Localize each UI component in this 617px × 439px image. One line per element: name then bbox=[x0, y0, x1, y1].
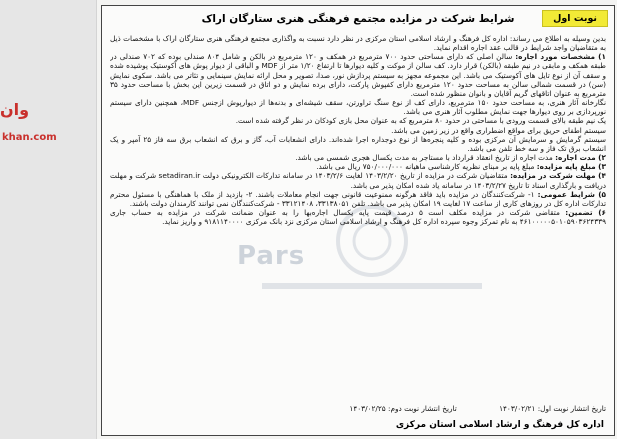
first-publication-date: تاریخ انتشار نوبت اول: ۱۴۰۳/۰۲/۲۱ bbox=[499, 404, 606, 413]
organization-signature: اداره کل فرهنگ و ارشاد اسلامی استان مرکزی bbox=[395, 420, 604, 430]
left-margin bbox=[0, 0, 96, 439]
advertisement-body bbox=[110, 34, 606, 415]
item-1-mezzanine: یک نیم طبقه بالای قسمت ورودی با مساحتی در حدود ۸۰ مترمربع که به عنوان محل بازی کودکان در نظر گرفته شده است. bbox=[235, 116, 606, 126]
publication-dates bbox=[110, 404, 606, 413]
item-1-fire-system: سیستم اطفای حریق برای مواقع اضطراری واقع در زیر زمین می باشد. bbox=[391, 125, 606, 135]
item-2-text: مدت اجاره از تاریخ انعقاد قرارداد با مستاجر به مدت یکسال هجری شمسی می باشد. bbox=[295, 153, 556, 163]
item-1-gallery: نگارخانه آثار هنری، به مساحت حدود ۱۵۰ مترمربع، دارای کف از نوع سنگ تراورتن، سقف شیشه‌ای و بدنه‌ها از دیوارپوش ازجنس MDF، همچنین دارای سیستم نورپردازی بر روی دیوارها جهت نمایش مطلوب آثار هنری می باشد. bbox=[110, 98, 606, 117]
first-round-badge: نوبت اول bbox=[542, 10, 608, 27]
item-3-label: ۳) مبلغ پایه مزایده: bbox=[536, 162, 606, 172]
watermark-text: Pars bbox=[237, 241, 306, 271]
side-url-text: khan.com bbox=[2, 132, 57, 143]
item-1-text: سالن اصلی که دارای مساحتی حدود ۷۰۰ مترمربع در همکف و ۱۲۰ مترمربع در بالکن و شامل ۸۰۴ صندلی بوده که ۷۰۲ صندلی در طبقه همکف و مابقی در نیم طبقه (بالکن) قرار دارد. کف سالن از موکت و کلیه دیوارها تا ارتفاع ۱/۲۰ متر از MDF و الباقی از دیوار پوش های آکوستیک پوشیده شده و سقف آن از نوع تایل های آکوستیک می باشد. این مجموعه مجهز به سیستم پردازش نور، صدا، تصویر و محل ارائه نمایش سینمایی و تئاتر می باشد. سکوی نمایش (سن) در قسمت شمالی سالن به مساحت حدود ۱۲۰ مترمربع دارای کفپوش پارکت، دارای برده نمایش و دو اتاق در قسمت زیرین این بخش با مساحت حدود ۳۵ مترمربع به عنوان اتاقهای گریم آقایان و بانوان منظور شده است. bbox=[110, 52, 606, 98]
item-6-label: ۶) تضمین: bbox=[565, 207, 606, 217]
advertisement-frame bbox=[101, 5, 615, 436]
item-6-text: متقاضی شرکت در مزایده مکلف است ۵ درصد قیمت پایه یکسال اجاره‌بها را به عنوان ضمانت شرکت در مزایده به حساب جاری ۴۶۱۰۰۰۰۰۵۰۱۰۵۹۰۳۶۲۴۳۳۹ به نام تمرکز وجوه سپرده اداره کل فرهنگ و ارشاد اسلامی استان مرکزی نزد بانک مرکزی ۹۱۸۱۱۴۰۰۰۰ و واریز نماید. bbox=[110, 207, 606, 227]
item-2-label: ۲) مدت اجاره: bbox=[555, 153, 606, 163]
item-3-text: مبلغ پایه بر مبنای نظریه کارشناسی ماهیانه ۷۵۰/۰۰۰/۰۰۰ ریال می باشد. bbox=[316, 162, 537, 172]
item-4 bbox=[110, 171, 606, 189]
side-logo-text: وان bbox=[0, 100, 30, 119]
item-1 bbox=[110, 52, 606, 98]
page-title: شرایط شرکت در مزایده مجتمع فرهنگی هنری ستارگان اراک bbox=[201, 13, 515, 25]
item-5-text: ۱- شرکت‌کنندگان در مزایده باید فاقد هرگونه ممنوعیت قانونی جهت انجام معاملات باشند. ۲- بازدید از ملک با هماهنگی با مسئول محترم تدارکات اداره کل در روزهای کاری از ساعت ۱۷ لغایت ۱۹ امکان پذیر می باشد. تلفن ۳۳۱۳۸۰۵۱، ۳۳۱۲۱۴۰۸ - شرکت‌کنندگان نمی توانند کارمندان دولت باشند. bbox=[110, 189, 606, 208]
item-1-utilities: سیستم گرمایش و سرمایش آن مرکزی بوده و کلیه پنجره‌ها از نوع دوجداره اجرا شده‌اند. دارای انشعابات آب، گاز و برق که انشعاب برق سه فاز ۲۵ آمپر و یک انشعاب برق تک فاز و سه خط تلفن می باشد. bbox=[110, 134, 606, 153]
item-3 bbox=[110, 162, 606, 171]
item-4-label: ۴) مهلت شرکت در مزایده: bbox=[510, 171, 606, 181]
item-2 bbox=[110, 153, 606, 162]
item-6 bbox=[110, 208, 606, 226]
item-5-label: ۵) شرایط عمومی: bbox=[537, 189, 606, 199]
item-1-label: ۱) مشخصات مورد اجاره: bbox=[515, 52, 606, 62]
item-4-text: متقاضیان شرکت در مزایده از تاریخ ۱۴۰۳/۲/۲۰ لغایت ۱۴۰۳/۲/۶ در سامانه تدارکات الکترونیکی دولت setadiran.ir شرکت و مهلت دریافت و بارگذاری اسناد تا تاریخ ۱۴۰۳/۲/۲۷ در سامانه یاد شده امکان پذیر می باشد. bbox=[110, 171, 606, 190]
advertisement-page bbox=[96, 0, 617, 439]
second-publication-date: تاریخ انتشار نوبت دوم: ۱۴۰۳/۰۲/۲۵ bbox=[349, 404, 457, 413]
item-5 bbox=[110, 190, 606, 208]
intro-paragraph: بدین وسیله به اطلاع می رساند: اداره کل فرهنگ و ارشاد اسلامی استان مرکزی در نظر دارد نسبت به واگذاری مجتمع فرهنگی هنری ستارگان اراک با مشخصات ذیل به متقاضیان واجد شرایط در قالب عقد اجاره اقدام نماید. bbox=[110, 34, 606, 53]
